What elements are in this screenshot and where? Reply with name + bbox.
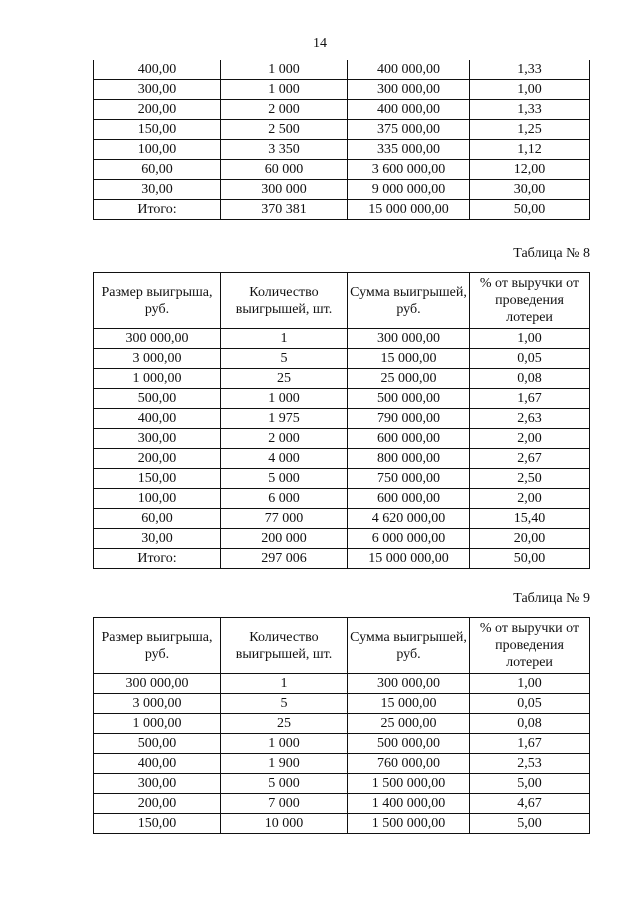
cell-prize-size: 300,00: [94, 774, 221, 794]
cell-prize-sum: 9 000 000,00: [348, 180, 470, 200]
cell-prize-size: 500,00: [94, 734, 221, 754]
cell-revenue-percent: 1,33: [470, 60, 590, 80]
cell-prize-sum: 335 000,00: [348, 140, 470, 160]
cell-prize-size: 300,00: [94, 429, 221, 449]
cell-prize-count: 10 000: [221, 814, 348, 834]
table-row: [94, 180, 590, 200]
table-row: [94, 509, 590, 529]
cell-prize-count: 4 000: [221, 449, 348, 469]
cell-revenue-percent: 2,67: [470, 449, 590, 469]
cell-revenue-percent: 1,67: [470, 389, 590, 409]
cell-prize-count: 1 975: [221, 409, 348, 429]
table-header-row: [94, 618, 590, 674]
table-row: [94, 814, 590, 834]
cell-prize-sum: 500 000,00: [348, 734, 470, 754]
prize-table-continued: [93, 60, 590, 220]
cell-prize-count: 1 000: [221, 80, 348, 100]
table-row: [94, 674, 590, 694]
table-row: [94, 389, 590, 409]
cell-prize-sum: 15 000,00: [348, 349, 470, 369]
cell-prize-count: 60 000: [221, 160, 348, 180]
cell-revenue-percent: 1,00: [470, 329, 590, 349]
header-prize-size: Размер выигрыша, руб.: [94, 618, 221, 674]
table-row: [94, 120, 590, 140]
cell-prize-size: 200,00: [94, 449, 221, 469]
cell-revenue-percent: 2,00: [470, 429, 590, 449]
cell-revenue-percent: 0,08: [470, 714, 590, 734]
header-revenue-percent: % от выручки от проведения лотереи: [470, 618, 590, 674]
prize-table-9: [93, 617, 590, 834]
cell-prize-size: 300 000,00: [94, 674, 221, 694]
cell-prize-count: 1: [221, 674, 348, 694]
cell-prize-count: 5: [221, 349, 348, 369]
header-prize-size: Размер выигрыша, руб.: [94, 273, 221, 329]
cell-prize-size: 3 000,00: [94, 694, 221, 714]
header-prize-count: Количество выигрышей, шт.: [221, 273, 348, 329]
cell-prize-count: 2 000: [221, 429, 348, 449]
table-row: [94, 349, 590, 369]
cell-prize-size: 150,00: [94, 469, 221, 489]
cell-prize-sum: 500 000,00: [348, 389, 470, 409]
cell-prize-sum: 760 000,00: [348, 754, 470, 774]
cell-revenue-percent: 12,00: [470, 160, 590, 180]
cell-prize-sum: 1 500 000,00: [348, 774, 470, 794]
cell-revenue-percent: 4,67: [470, 794, 590, 814]
cell-prize-size: Итого:: [94, 200, 221, 220]
cell-prize-size: 150,00: [94, 814, 221, 834]
cell-prize-size: 100,00: [94, 489, 221, 509]
cell-prize-sum: 4 620 000,00: [348, 509, 470, 529]
cell-prize-count: 1: [221, 329, 348, 349]
cell-prize-sum: 790 000,00: [348, 409, 470, 429]
table-row: [94, 734, 590, 754]
cell-prize-size: 60,00: [94, 160, 221, 180]
table-9-caption: Таблица № 9: [513, 591, 590, 606]
cell-revenue-percent: 20,00: [470, 529, 590, 549]
cell-prize-size: 300,00: [94, 80, 221, 100]
header-revenue-percent: % от выручки от проведения лотереи: [470, 273, 590, 329]
cell-prize-count: 297 006: [221, 549, 348, 569]
table-total-row: [94, 549, 590, 569]
cell-prize-size: 500,00: [94, 389, 221, 409]
cell-prize-sum: 375 000,00: [348, 120, 470, 140]
table-row: [94, 409, 590, 429]
cell-revenue-percent: 2,53: [470, 754, 590, 774]
cell-prize-count: 5: [221, 694, 348, 714]
cell-prize-count: 7 000: [221, 794, 348, 814]
cell-prize-sum: 800 000,00: [348, 449, 470, 469]
cell-prize-sum: 750 000,00: [348, 469, 470, 489]
table-header-row: [94, 273, 590, 329]
cell-revenue-percent: 0,05: [470, 349, 590, 369]
cell-prize-size: 1 000,00: [94, 369, 221, 389]
cell-prize-sum: 400 000,00: [348, 60, 470, 80]
table-row: [94, 60, 590, 80]
table-row: [94, 429, 590, 449]
cell-prize-sum: 25 000,00: [348, 369, 470, 389]
cell-prize-sum: 1 400 000,00: [348, 794, 470, 814]
cell-revenue-percent: 50,00: [470, 200, 590, 220]
cell-prize-sum: 300 000,00: [348, 80, 470, 100]
cell-prize-sum: 600 000,00: [348, 429, 470, 449]
cell-prize-count: 200 000: [221, 529, 348, 549]
cell-prize-sum: 400 000,00: [348, 100, 470, 120]
cell-prize-sum: 25 000,00: [348, 714, 470, 734]
cell-prize-count: 1 900: [221, 754, 348, 774]
cell-prize-count: 2 500: [221, 120, 348, 140]
table-row: [94, 714, 590, 734]
cell-prize-sum: 300 000,00: [348, 674, 470, 694]
cell-prize-count: 25: [221, 714, 348, 734]
cell-revenue-percent: 1,67: [470, 734, 590, 754]
cell-revenue-percent: 1,00: [470, 80, 590, 100]
table-row: [94, 754, 590, 774]
cell-prize-size: 200,00: [94, 794, 221, 814]
cell-revenue-percent: 2,50: [470, 469, 590, 489]
table-row: [94, 329, 590, 349]
cell-revenue-percent: 0,08: [470, 369, 590, 389]
table-row: [94, 469, 590, 489]
cell-revenue-percent: 1,12: [470, 140, 590, 160]
table-row: [94, 369, 590, 389]
cell-prize-count: 1 000: [221, 60, 348, 80]
cell-prize-size: 3 000,00: [94, 349, 221, 369]
table-row: [94, 529, 590, 549]
table-row: [94, 449, 590, 469]
table-8-caption: Таблица № 8: [513, 246, 590, 261]
cell-prize-size: 150,00: [94, 120, 221, 140]
cell-prize-size: 100,00: [94, 140, 221, 160]
header-prize-sum: Сумма выигрышей, руб.: [348, 618, 470, 674]
cell-revenue-percent: 50,00: [470, 549, 590, 569]
table-row: [94, 100, 590, 120]
cell-revenue-percent: 1,25: [470, 120, 590, 140]
cell-prize-sum: 3 600 000,00: [348, 160, 470, 180]
cell-prize-size: 30,00: [94, 180, 221, 200]
table-total-row: [94, 200, 590, 220]
prize-table-8: [93, 272, 590, 569]
cell-prize-sum: 15 000 000,00: [348, 549, 470, 569]
cell-prize-size: 1 000,00: [94, 714, 221, 734]
table-row: [94, 489, 590, 509]
cell-prize-sum: 600 000,00: [348, 489, 470, 509]
cell-revenue-percent: 15,40: [470, 509, 590, 529]
cell-prize-size: 60,00: [94, 509, 221, 529]
table-row: [94, 160, 590, 180]
cell-revenue-percent: 30,00: [470, 180, 590, 200]
cell-prize-sum: 15 000,00: [348, 694, 470, 714]
cell-prize-sum: 1 500 000,00: [348, 814, 470, 834]
cell-prize-size: 300 000,00: [94, 329, 221, 349]
table-row: [94, 794, 590, 814]
page-number: 14: [313, 36, 327, 51]
header-prize-sum: Сумма выигрышей, руб.: [348, 273, 470, 329]
cell-prize-size: Итого:: [94, 549, 221, 569]
cell-prize-size: 400,00: [94, 754, 221, 774]
cell-prize-count: 2 000: [221, 100, 348, 120]
cell-revenue-percent: 5,00: [470, 814, 590, 834]
cell-revenue-percent: 1,00: [470, 674, 590, 694]
cell-revenue-percent: 5,00: [470, 774, 590, 794]
cell-prize-size: 400,00: [94, 60, 221, 80]
table-row: [94, 140, 590, 160]
cell-prize-size: 400,00: [94, 409, 221, 429]
table-row: [94, 80, 590, 100]
cell-revenue-percent: 0,05: [470, 694, 590, 714]
cell-prize-count: 300 000: [221, 180, 348, 200]
table-row: [94, 774, 590, 794]
table-row: [94, 694, 590, 714]
header-prize-count: Количество выигрышей, шт.: [221, 618, 348, 674]
cell-prize-size: 200,00: [94, 100, 221, 120]
cell-prize-count: 3 350: [221, 140, 348, 160]
cell-prize-count: 25: [221, 369, 348, 389]
cell-revenue-percent: 2,63: [470, 409, 590, 429]
cell-prize-count: 1 000: [221, 734, 348, 754]
cell-prize-sum: 6 000 000,00: [348, 529, 470, 549]
cell-prize-sum: 300 000,00: [348, 329, 470, 349]
cell-prize-sum: 15 000 000,00: [348, 200, 470, 220]
cell-prize-count: 5 000: [221, 469, 348, 489]
cell-revenue-percent: 2,00: [470, 489, 590, 509]
cell-revenue-percent: 1,33: [470, 100, 590, 120]
cell-prize-size: 30,00: [94, 529, 221, 549]
cell-prize-count: 77 000: [221, 509, 348, 529]
cell-prize-count: 1 000: [221, 389, 348, 409]
cell-prize-count: 6 000: [221, 489, 348, 509]
cell-prize-count: 5 000: [221, 774, 348, 794]
cell-prize-count: 370 381: [221, 200, 348, 220]
